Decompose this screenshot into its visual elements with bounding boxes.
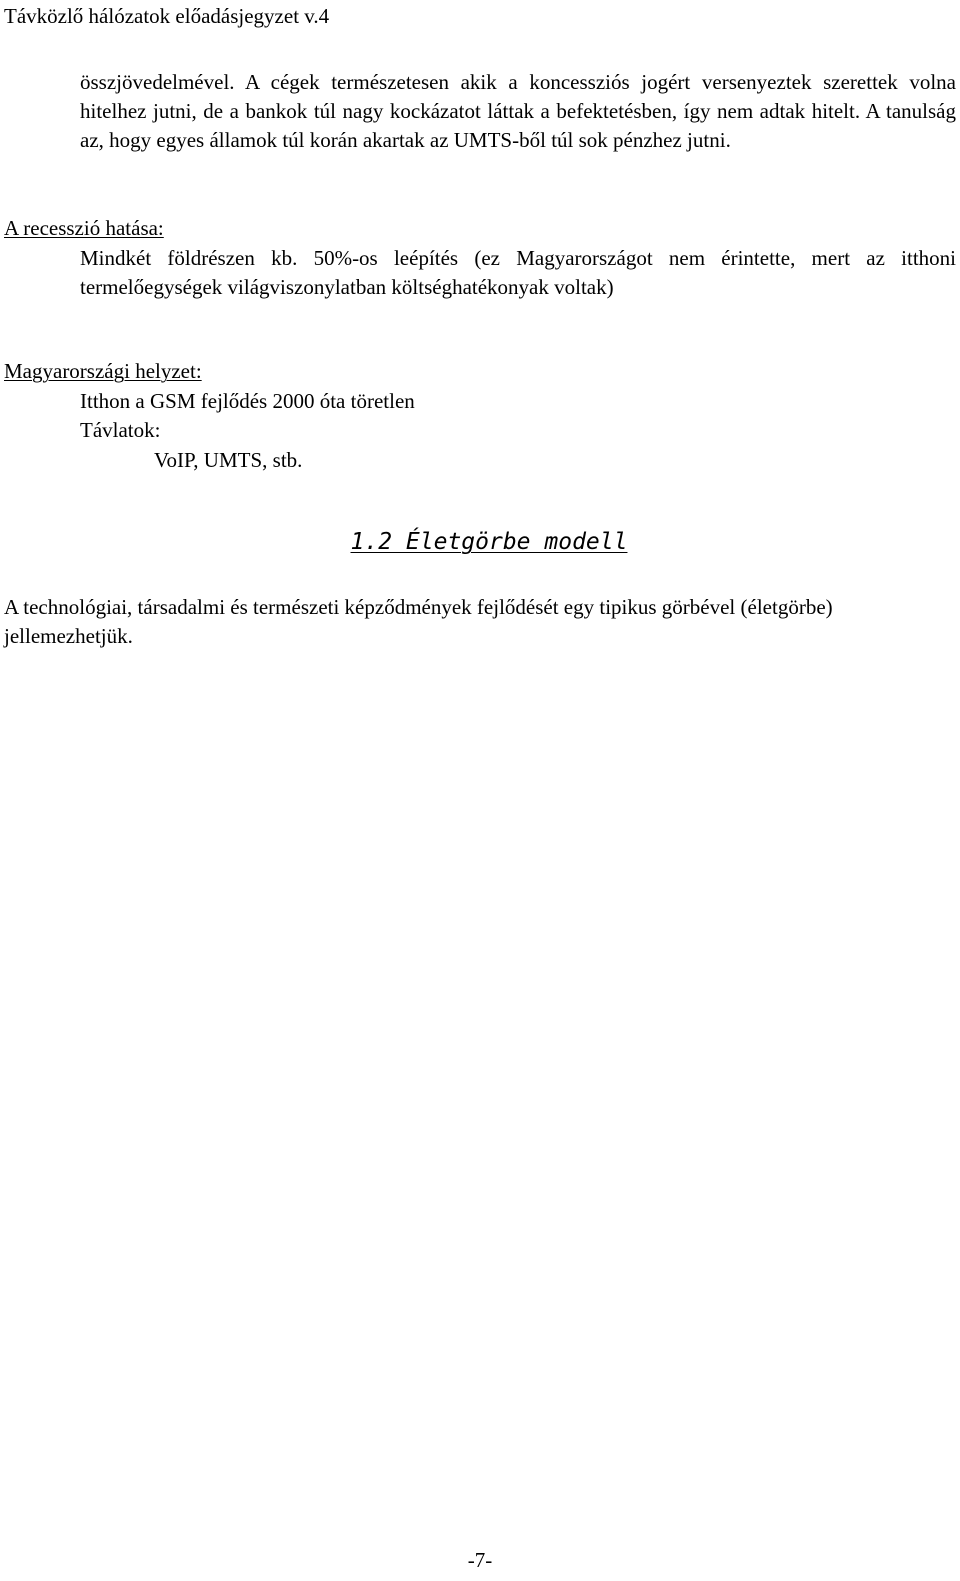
recession-label-text: A recesszió hatása: (4, 216, 164, 240)
section-paragraph: A technológiai, társadalmi és természeti képződmények fejlődését egy tipikus görbével (életgörbe) jellemezhetjük. (4, 595, 833, 648)
page-header-title: Távközlő hálózatok előadásjegyzet v.4 (4, 4, 330, 28)
recession-paragraph: Mindkét földrészen kb. 50%-os leépítés (ez Magyarországot nem érintette, mert az itthoni termelőegységek világviszonylatban költséghatékonyak voltak) (80, 246, 956, 299)
intro-paragraph: összjövedelmével. A cégek természetesen akik a koncessziós jogért versenyeztek szerettek volna hitelhez jutni, de a bankok túl nagy kockázatot láttak a befektetésben, így nem adtak hitelt. A tanulság az, hogy egyes államok túl korán akartak az UMTS-ből túl sok pénzhez jutni. (80, 70, 956, 152)
hungary-label-text: Magyarországi helyzet: (4, 359, 202, 383)
section-heading-text: 1.2 Életgörbe modell (350, 529, 628, 555)
prospects-label: Távlatok: (80, 418, 161, 442)
gsm-development-line: Itthon a GSM fejlődés 2000 óta töretlen (80, 389, 415, 413)
recession-label (4, 214, 164, 243)
hungary-label (4, 357, 202, 386)
section-heading (0, 526, 960, 558)
page-number: -7- (467, 1548, 493, 1572)
prospects-value: VoIP, UMTS, stb. (154, 448, 303, 472)
